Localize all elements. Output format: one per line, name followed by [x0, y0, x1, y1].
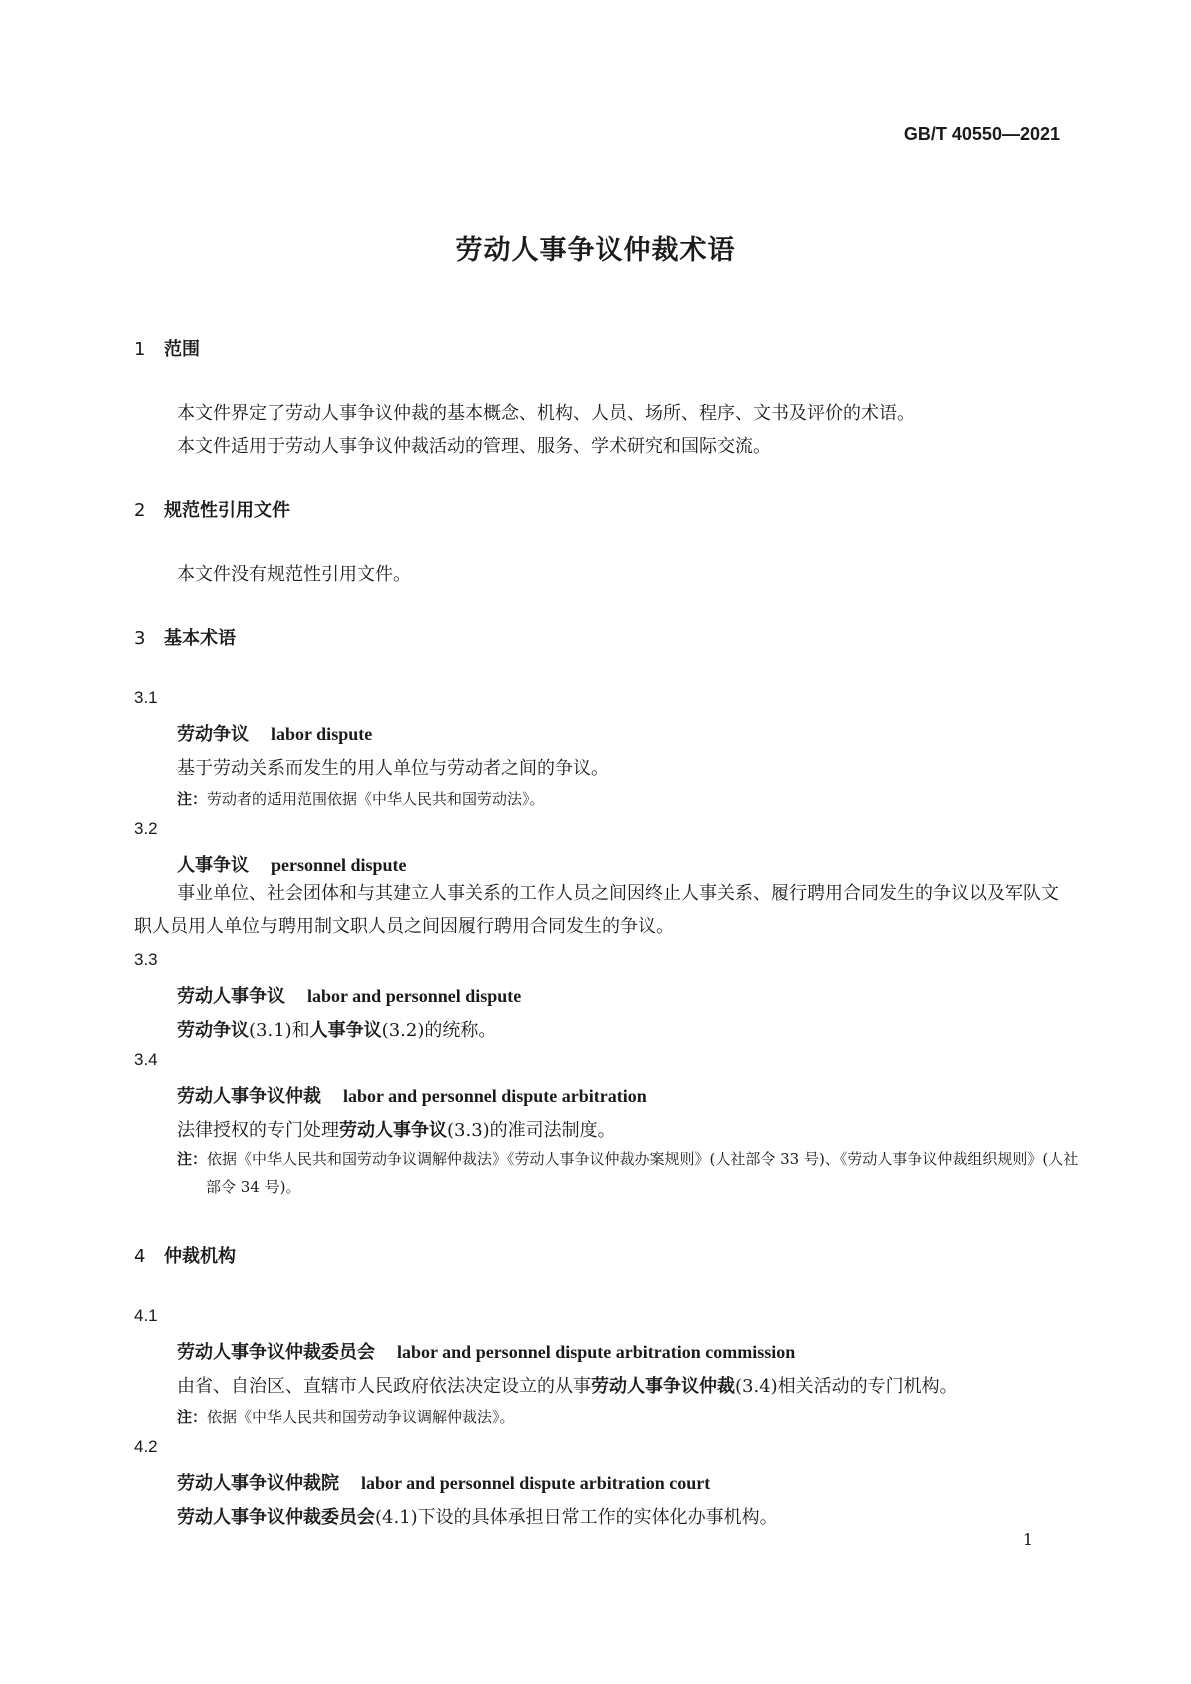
term-reference: 劳动人事争议仲裁委员会 [177, 1507, 375, 1528]
definition-text: (3.1)和 [249, 1020, 310, 1041]
paragraph: 本文件没有规范性引用文件。 [177, 564, 411, 585]
section-1-heading [134, 335, 200, 361]
document-title: 劳动人事争议仲裁术语 [455, 235, 736, 266]
term-note [177, 788, 545, 809]
term-zh: 劳动人事争议仲裁 [177, 1086, 321, 1107]
section-number: 4 [134, 1246, 146, 1267]
section-2-heading [134, 496, 290, 522]
term-en: labor dispute [271, 724, 373, 744]
page-number: 1 [1022, 1530, 1033, 1549]
term-number: 3.4 [134, 1050, 158, 1069]
term-zh: 人事争议 [177, 855, 249, 876]
section-number: 2 [134, 500, 146, 521]
section-3-heading [134, 624, 236, 650]
term-zh: 劳动人事争议仲裁院 [177, 1473, 339, 1494]
term-number: 3.3 [134, 950, 158, 969]
definition-text: (3.4)相关活动的专门机构。 [735, 1376, 958, 1397]
definition-text: 由省、自治区、直辖市人民政府依法决定设立的从事 [177, 1376, 591, 1397]
definition-text: (3.2)的统称。 [381, 1020, 497, 1041]
section-4-heading [134, 1242, 236, 1268]
term-heading [177, 1338, 795, 1364]
note-text: 依据《中华人民共和国劳动争议调解仲裁法》《劳动人事争议仲裁办案规则》(人社部令 33 号)、《劳动人事争议仲裁组织规则》(人社部令 34 号)。 [206, 1150, 1079, 1196]
term-number: 3.1 [134, 688, 158, 707]
term-reference: 劳动争议 [177, 1020, 249, 1041]
standard-number: GB/T 40550—2021 [903, 124, 1060, 144]
term-en: personnel dispute [271, 855, 407, 875]
section-number: 1 [134, 339, 146, 360]
section-title: 规范性引用文件 [164, 500, 290, 521]
term-number: 4.2 [134, 1437, 158, 1456]
paragraph: 本文件适用于劳动人事争议仲裁活动的管理、服务、学术研究和国际交流。 [177, 436, 771, 457]
term-en: labor and personnel dispute [307, 986, 522, 1006]
term-zh: 劳动人事争议 [177, 986, 285, 1007]
paragraph: 本文件界定了劳动人事争议仲裁的基本概念、机构、人员、场所、程序、文书及评价的术语。 [177, 403, 915, 424]
term-heading [177, 1082, 647, 1108]
section-title: 基本术语 [164, 628, 236, 649]
term-definition: 基于劳动关系而发生的用人单位与劳动者之间的争议。 [177, 758, 609, 779]
term-heading [177, 851, 407, 877]
term-note [177, 1406, 515, 1427]
note-label: 注： [177, 1150, 208, 1168]
term-definition [177, 1503, 778, 1529]
term-definition [177, 1016, 496, 1042]
term-heading [177, 982, 521, 1008]
section-title: 范围 [164, 339, 200, 360]
note-text: 依据《中华人民共和国劳动争议调解仲裁法》。 [207, 1408, 515, 1426]
term-reference: 劳动人事争议仲裁 [591, 1376, 735, 1397]
term-en: labor and personnel dispute arbitration commission [397, 1342, 796, 1362]
term-zh: 劳动人事争议仲裁委员会 [177, 1342, 375, 1363]
section-number: 3 [134, 628, 146, 649]
term-note [177, 1145, 1089, 1201]
term-reference: 劳动人事争议 [339, 1120, 447, 1141]
term-reference: 人事争议 [309, 1020, 382, 1041]
term-definition [177, 1372, 958, 1398]
term-heading [177, 1469, 710, 1495]
term-definition: 事业单位、社会团体和与其建立人事关系的工作人员之间因终止人事关系、履行聘用合同发生的争议以及军队文职人员用人单位与聘用制文职人员之间因履行聘用合同发生的争议。 [134, 883, 1059, 937]
note-label: 注： [177, 790, 208, 808]
term-zh: 劳动争议 [177, 724, 249, 745]
definition-text: (3.3)的准司法制度。 [447, 1120, 616, 1141]
note-label: 注： [177, 1408, 208, 1426]
section-title: 仲裁机构 [164, 1246, 236, 1267]
term-definition [177, 1116, 616, 1142]
term-en: labor and personnel dispute arbitration [343, 1086, 647, 1106]
term-en: labor and personnel dispute arbitration court [361, 1473, 711, 1493]
definition-text: (4.1)下设的具体承担日常工作的实体化办事机构。 [375, 1507, 778, 1528]
term-number: 4.1 [134, 1306, 158, 1325]
term-number: 3.2 [134, 819, 158, 838]
note-text: 劳动者的适用范围依据《中华人民共和国劳动法》。 [207, 790, 545, 808]
definition-text: 法律授权的专门处理 [177, 1120, 339, 1141]
term-heading [177, 720, 372, 746]
